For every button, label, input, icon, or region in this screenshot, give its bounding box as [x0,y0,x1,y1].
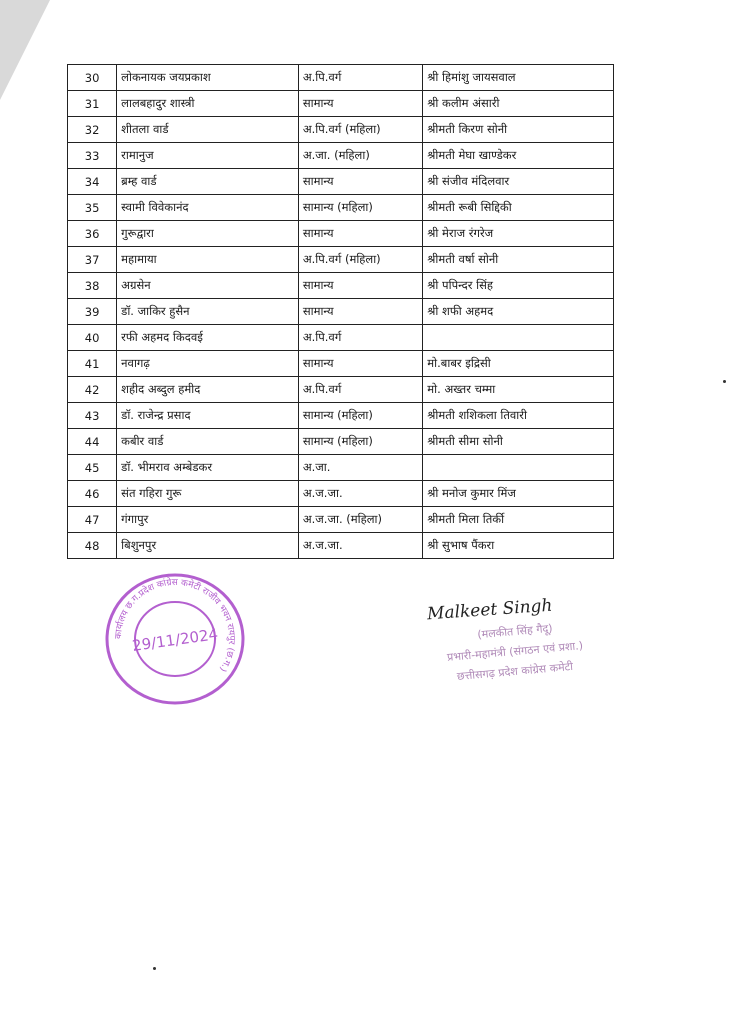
ward-name-cell: महामाया [117,247,299,273]
ward-number-cell: 40 [68,325,117,351]
candidate-name-cell: श्री शफी अहमद [423,299,614,325]
ward-name-cell: डॉ. भीमराव अम्बेडकर [117,455,299,481]
ward-number-cell: 46 [68,481,117,507]
ward-number-cell: 47 [68,507,117,533]
category-cell: सामान्य [298,273,422,299]
candidate-name-cell [423,325,614,351]
ward-number-cell: 45 [68,455,117,481]
office-stamp [103,571,247,707]
ward-name-cell: स्वामी विवेकानंद [117,195,299,221]
ward-name-cell: रफी अहमद किदवई [117,325,299,351]
table-row [68,195,614,221]
ward-number-cell: 36 [68,221,117,247]
table-row [68,507,614,533]
ward-name-cell: बिशुनपुर [117,533,299,559]
category-cell: अ.पि.वर्ग (महिला) [298,117,422,143]
ward-name-cell: कबीर वार्ड [117,429,299,455]
table-row [68,143,614,169]
ward-number-cell: 41 [68,351,117,377]
candidate-name-cell [423,455,614,481]
ward-number-cell: 48 [68,533,117,559]
table-row [68,325,614,351]
category-cell: सामान्य [298,351,422,377]
signatory-title: प्रभारी-महामंत्री (संगठन एवं प्रशा.) [446,639,584,664]
table-row [68,481,614,507]
category-cell: सामान्य (महिला) [298,403,422,429]
ward-number-cell: 44 [68,429,117,455]
signature-scrawl: Malkeet Singh [426,595,554,625]
candidate-name-cell: श्रीमती वर्षा सोनी [423,247,614,273]
table-row [68,273,614,299]
category-cell: अ.ज.जा. [298,533,422,559]
category-cell: अ.ज.जा. [298,481,422,507]
ward-table [67,64,614,559]
table-row [68,221,614,247]
table-row [68,351,614,377]
ward-number-cell: 35 [68,195,117,221]
category-cell: अ.पि.वर्ग [298,325,422,351]
category-cell: सामान्य [298,221,422,247]
candidate-name-cell: श्री संजीव मंदिलवार [423,169,614,195]
table-row [68,455,614,481]
table-row [68,91,614,117]
candidate-name-cell: श्रीमती सीमा सोनी [423,429,614,455]
stamp-outer-text: कार्यालय छ.ग.प्रदेश कांग्रेस कमेटी राजीव भवन रायपुर (छ.ग.) [113,577,237,674]
ward-name-cell: शहीद अब्दुल हमीद [117,377,299,403]
ward-name-cell: नवागढ़ [117,351,299,377]
ward-name-cell: रामानुज [117,143,299,169]
ward-name-cell: शीतला वार्ड [117,117,299,143]
ward-name-cell: लालबहादुर शास्त्री [117,91,299,117]
candidate-name-cell: श्री मनोज कुमार मिंज [423,481,614,507]
ward-name-cell: डॉ. जाकिर हुसैन [117,299,299,325]
signature-block [415,595,615,695]
category-cell: सामान्य [298,91,422,117]
ward-name-cell: लोकनायक जयप्रकाश [117,65,299,91]
category-cell: सामान्य [298,299,422,325]
table-row [68,429,614,455]
ward-number-cell: 39 [68,299,117,325]
ward-number-cell: 43 [68,403,117,429]
table-row [68,299,614,325]
ward-table-body [68,65,614,559]
candidate-name-cell: श्री हिमांशु जायसवाल [423,65,614,91]
table-row [68,117,614,143]
ward-name-cell: अग्रसेन [117,273,299,299]
category-cell: अ.ज.जा. (महिला) [298,507,422,533]
ward-name-cell: डॉ. राजेन्द्र प्रसाद [117,403,299,429]
ward-number-cell: 34 [68,169,117,195]
category-cell: अ.पि.वर्ग [298,65,422,91]
category-cell: सामान्य (महिला) [298,195,422,221]
ward-number-cell: 33 [68,143,117,169]
ward-name-cell: गंगापुर [117,507,299,533]
candidate-name-cell: मो. अख्तर चम्मा [423,377,614,403]
ward-number-cell: 31 [68,91,117,117]
ward-name-cell: गुरूद्वारा [117,221,299,247]
ward-name-cell: ब्रम्ह वार्ड [117,169,299,195]
table-row [68,403,614,429]
table-row [68,65,614,91]
candidate-name-cell: श्रीमती किरण सोनी [423,117,614,143]
ward-number-cell: 30 [68,65,117,91]
ward-number-cell: 37 [68,247,117,273]
category-cell: सामान्य [298,169,422,195]
candidate-name-cell: मो.बाबर इद्रिसी [423,351,614,377]
candidate-name-cell: श्रीमती मिला तिर्की [423,507,614,533]
category-cell: अ.पि.वर्ग [298,377,422,403]
signatory-organization: छत्तीसगढ़ प्रदेश कांग्रेस कमेटी [456,659,574,684]
signatory-name: (मलकीत सिंह गैदू) [476,621,554,642]
category-cell: सामान्य (महिला) [298,429,422,455]
stamp-date: 29/11/2024 [131,625,220,655]
table-row [68,169,614,195]
candidate-name-cell: श्री पपिन्दर सिंह [423,273,614,299]
category-cell: अ.जा. [298,455,422,481]
category-cell: अ.जा. (महिला) [298,143,422,169]
candidate-name-cell: श्री सुभाष पैंकरा [423,533,614,559]
table-row [68,377,614,403]
candidate-name-cell: श्रीमती शशिकला तिवारी [423,403,614,429]
category-cell: अ.पि.वर्ग (महिला) [298,247,422,273]
page-fold-corner [0,0,50,100]
candidate-name-cell: श्रीमती मेघा खाण्डेकर [423,143,614,169]
table-row [68,533,614,559]
ward-name-cell: संत गहिरा गुरू [117,481,299,507]
candidate-name-cell: श्रीमती रूबी सिद्दिकी [423,195,614,221]
speck [153,967,156,970]
ward-number-cell: 32 [68,117,117,143]
candidate-name-cell: श्री कलीम अंसारी [423,91,614,117]
table-row [68,247,614,273]
speck [723,380,726,383]
ward-number-cell: 38 [68,273,117,299]
ward-number-cell: 42 [68,377,117,403]
candidate-name-cell: श्री मेराज रंगरेज [423,221,614,247]
